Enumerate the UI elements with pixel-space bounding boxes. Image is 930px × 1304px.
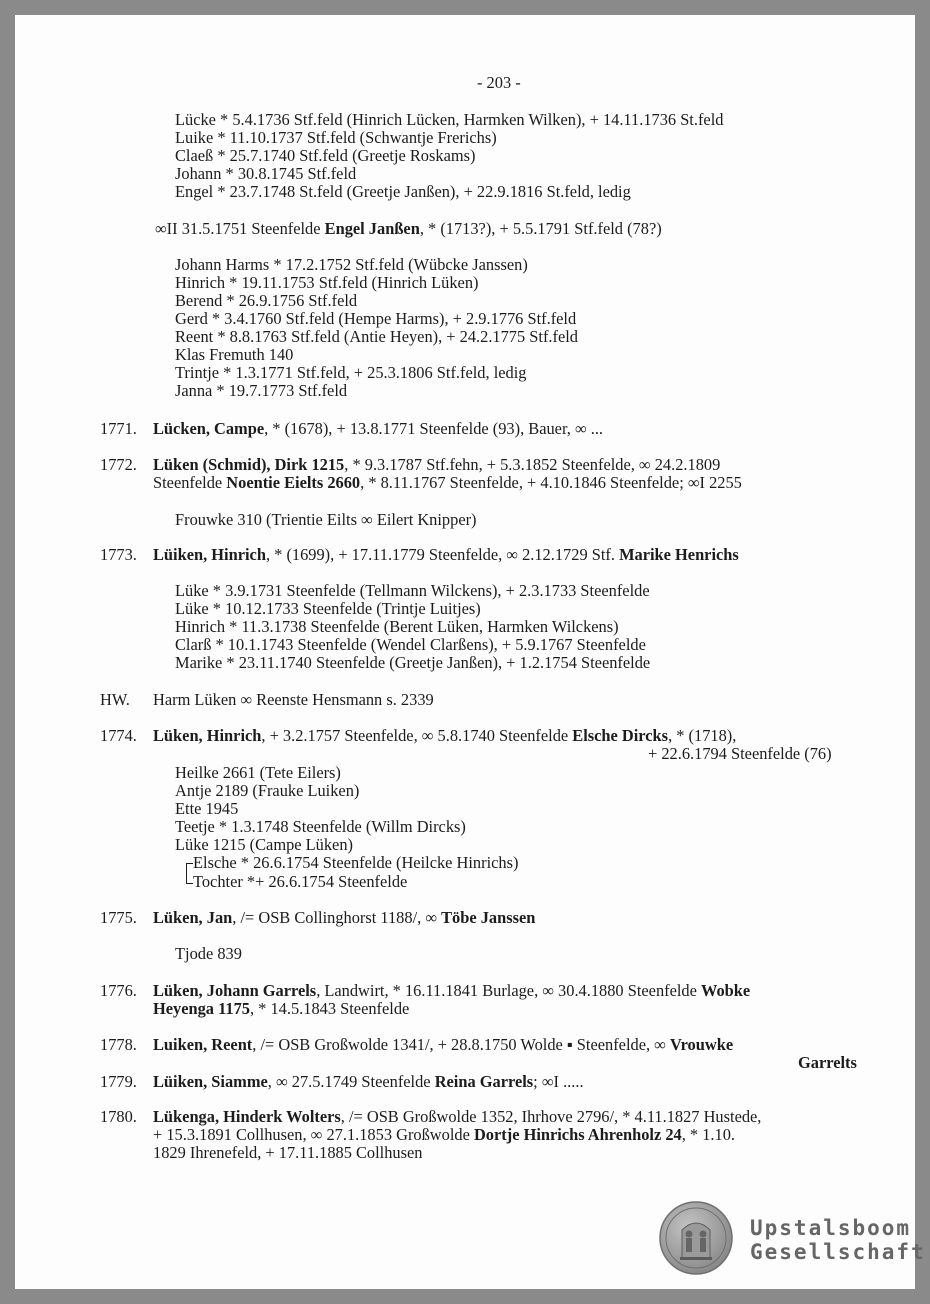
child-line: Tochter *+ 26.6.1754 Steenfelde — [193, 872, 408, 891]
marriage-text: ∞II 31.5.1751 Steenfelde — [155, 219, 325, 238]
child-line: Lüke 1215 (Campe Lüken) — [175, 835, 353, 854]
child-line: Luike * 11.10.1737 Stf.feld (Schwantje Frerichs) — [175, 128, 497, 147]
entry-1773 — [153, 546, 739, 564]
entry-1776-line2 — [153, 1000, 409, 1018]
child-line: Hinrich * 11.3.1738 Steenfelde (Berent Lüken, Harmken Wilckens) — [175, 617, 619, 636]
seal-icon — [658, 1200, 734, 1276]
entry-text: , * (1699), + 17.11.1779 Steenfelde, ∞ 2.12.1729 Stf. — [265, 545, 620, 564]
entry-1779 — [153, 1073, 584, 1091]
child-line: Janna * 19.7.1773 Stf.feld — [175, 381, 348, 400]
entry-1774 — [153, 727, 736, 745]
spouse-name: Engel Janßen — [324, 219, 420, 238]
child-line: Engel * 23.7.1748 St.feld (Greetje Janßen), + 22.9.1816 St.feld, ledig — [175, 182, 631, 201]
entry-text: , * (1718), — [668, 726, 737, 745]
society-logo — [658, 1200, 926, 1281]
entry-text: , * 1.10. — [681, 1125, 736, 1144]
child-line: Frouwke 310 (Trientie Eilts ∞ Eilert Knipper) — [175, 510, 477, 529]
child-line: Lüke * 3.9.1731 Steenfelde (Tellmann Wilckens), + 2.3.1733 Steenfelde — [175, 581, 650, 600]
child-line: Tjode 839 — [175, 944, 242, 963]
entry-text: , /= OSB Großwolde 1352, Ihrhove 2796/, * 4.11.1827 Hustede, — [340, 1107, 762, 1126]
child-line: Elsche * 26.6.1754 Steenfelde (Heilcke Hinrichs) — [193, 853, 519, 872]
logo-title: Upstalsboom — [750, 1216, 912, 1240]
child-line: Gerd * 3.4.1760 Stf.feld (Hempe Harms), + 2.9.1776 Stf.feld — [175, 309, 577, 328]
spouse-name: Marike Henrichs — [619, 545, 739, 564]
spouse-name: Garrelts — [798, 1053, 857, 1072]
child-line: Trintje * 1.3.1771 Stf.feld, + 25.3.1806 Stf.feld, ledig — [175, 363, 527, 382]
entry-text: Steenfelde — [153, 473, 227, 492]
child-line: Berend * 26.9.1756 Stf.feld — [175, 291, 358, 310]
entry-text: , /= OSB Collinghorst 1188/, ∞ — [232, 908, 442, 927]
entry-1778 — [153, 1036, 733, 1054]
entry-text: ; ∞I ..... — [533, 1072, 584, 1091]
entry-number: 1779. — [100, 1072, 137, 1091]
entry-number: 1780. — [100, 1107, 137, 1126]
person-name: Lüken, Hinrich — [153, 726, 262, 745]
person-name: Luiken, Reent — [153, 1035, 253, 1054]
child-line: Reent * 8.8.1763 Stf.feld (Antie Heyen), + 24.2.1775 Stf.feld — [175, 327, 579, 346]
child-line: Lücke * 5.4.1736 Stf.feld (Hinrich Lücken, Harmken Wilken), + 14.11.1736 St.feld — [175, 110, 724, 129]
child-line: Johann Harms * 17.2.1752 Stf.feld (Wübcke Janssen) — [175, 255, 528, 274]
page-number: - 203 - — [477, 73, 521, 92]
entry-number: 1776. — [100, 981, 137, 1000]
entry-text: + 15.3.1891 Collhusen, ∞ 27.1.1853 Großwolde — [153, 1125, 474, 1144]
entry-text: , Landwirt, * 16.11.1841 Burlage, ∞ 30.4.1880 Steenfelde — [316, 981, 701, 1000]
child-line: Johann * 30.8.1745 Stf.feld — [175, 164, 357, 183]
entry-1776 — [153, 982, 750, 1000]
entry-number: 1774. — [100, 726, 137, 745]
child-line: Claeß * 25.7.1740 Stf.feld (Greetje Roskams) — [175, 146, 476, 165]
spouse-name: Elsche Dircks — [572, 726, 669, 745]
child-line: Clarß * 10.1.1743 Steenfelde (Wendel Clarßens), + 5.9.1767 Steenfelde — [175, 635, 646, 654]
entry-number: 1775. — [100, 908, 137, 927]
person-name: Lüken, Jan — [153, 908, 233, 927]
entry-text: , * 9.3.1787 Stf.fehn, + 5.3.1852 Steenfelde, ∞ 24.2.1809 — [344, 455, 721, 474]
person-name: Lüken, Johann Garrels — [153, 981, 317, 1000]
child-line: Lüke * 10.12.1733 Steenfelde (Trintje Luitjes) — [175, 599, 481, 618]
entry-hw: Harm Lüken ∞ Reenste Hensmann s. 2339 — [153, 690, 434, 709]
entry-number: 1778. — [100, 1035, 137, 1054]
child-line: Klas Fremuth 140 — [175, 345, 294, 364]
entry-1775 — [153, 909, 535, 927]
spouse-name: Heyenga 1175 — [153, 999, 250, 1018]
spouse-name: Noentie Eielts 2660 — [226, 473, 361, 492]
person-name: Lücken, Campe — [153, 419, 265, 438]
spouse-name: Vrouwke — [669, 1035, 734, 1054]
child-line: Marike * 23.11.1740 Steenfelde (Greetje Janßen), + 1.2.1754 Steenfelde — [175, 653, 651, 672]
entry-1780-line2 — [153, 1126, 735, 1144]
entry-text: , * (1678), + 13.8.1771 Steenfelde (93), Bauer, ∞ ... — [264, 419, 604, 438]
entry-1771 — [153, 420, 603, 438]
child-line: Antje 2189 (Frauke Luiken) — [175, 781, 360, 800]
entry-text: , ∞ 27.5.1749 Steenfelde — [267, 1072, 435, 1091]
entry-1774-line2: + 22.6.1794 Steenfelde (76) — [648, 744, 832, 763]
logo-subtitle: Gesellschaft — [750, 1240, 926, 1264]
child-line: Ette 1945 — [175, 799, 239, 818]
entry-1780-line3: 1829 Ihrenefeld, + 17.11.1885 Collhusen — [153, 1143, 423, 1162]
spouse-name: Dortje Hinrichs Ahrenholz 24 — [473, 1125, 682, 1144]
child-line: Hinrich * 19.11.1753 Stf.feld (Hinrich Lüken) — [175, 273, 479, 292]
spouse-name: Reina Garrels — [434, 1072, 534, 1091]
person-name: Lüiken, Hinrich — [153, 545, 266, 564]
marriage-line — [155, 220, 662, 238]
entry-number: HW. — [100, 690, 130, 709]
entry-text: , /= OSB Großwolde 1341/, + 28.8.1750 Wolde ▪ Steenfelde, ∞ — [252, 1035, 670, 1054]
spouse-name: Töbe Janssen — [441, 908, 536, 927]
entry-1780 — [153, 1108, 761, 1126]
twin-bracket-bottom — [186, 873, 193, 884]
person-name: Lükenga, Hinderk Wolters — [153, 1107, 341, 1126]
entry-number: 1771. — [100, 419, 137, 438]
child-line: Teetje * 1.3.1748 Steenfelde (Willm Dircks) — [175, 817, 466, 836]
marriage-text: , * (1713?), + 5.5.1791 Stf.feld (78?) — [419, 219, 662, 238]
entry-1772 — [153, 456, 720, 474]
entry-number: 1773. — [100, 545, 137, 564]
person-name: Lüiken, Siamme — [153, 1072, 268, 1091]
entry-text: , * 8.11.1767 Steenfelde, + 4.10.1846 Steenfelde; ∞I 2255 — [360, 473, 742, 492]
entry-text: , * 14.5.1843 Steenfelde — [249, 999, 410, 1018]
entry-number: 1772. — [100, 455, 137, 474]
entry-text: , + 3.2.1757 Steenfelde, ∞ 5.8.1740 Steenfelde — [261, 726, 573, 745]
entry-1772-line2 — [153, 474, 742, 492]
person-name: Lüken (Schmid), Dirk 1215 — [153, 455, 345, 474]
entry-1778-line2 — [798, 1054, 857, 1072]
child-line: Heilke 2661 (Tete Eilers) — [175, 763, 341, 782]
spouse-name: Wobke — [701, 981, 751, 1000]
